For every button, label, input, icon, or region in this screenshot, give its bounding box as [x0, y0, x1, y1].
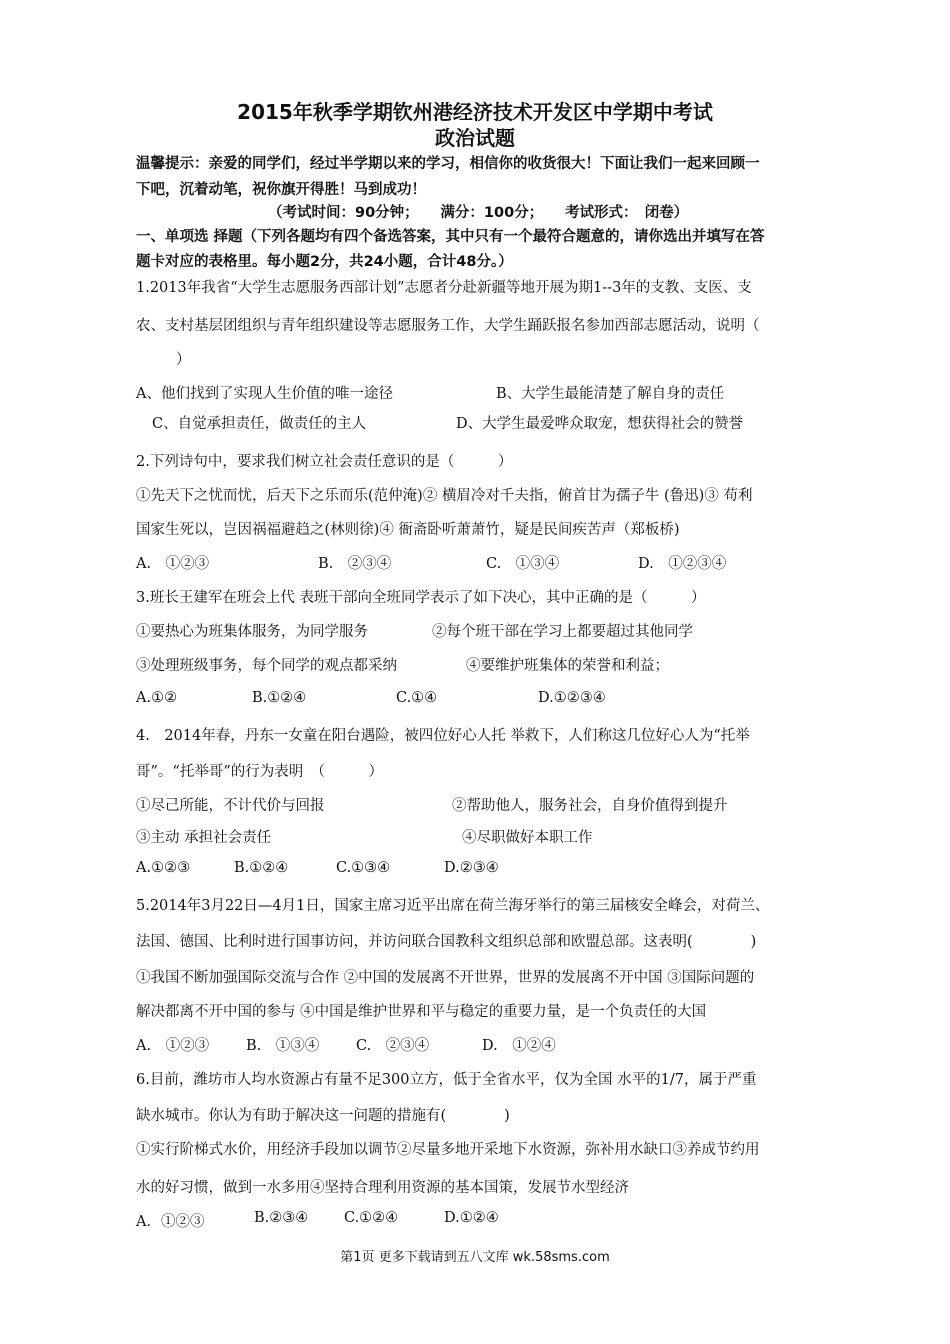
q2-option-b: B. ②③④ [318, 556, 392, 572]
q6-option-c: C.①②④ [344, 1210, 399, 1226]
q6-option-a: A．①②③ [136, 1214, 205, 1230]
q4-stem-line-2: 哥”。“托举哥”的行为表明 （ ） [136, 764, 383, 780]
q1-stem-line-2: 农、支村基层团组织与青年组织建设等志愿服务工作，大学生踊跃报名参加西部志愿活动，说明（ [136, 318, 760, 334]
exam-info: （考试时间：90分钟； 满分：100分； 考试形式： 闭卷） [268, 205, 689, 221]
q2-item-line-1: ①先天下之忧而忧，后天下之乐而乐(范仲淹)② 横眉冷对千夫指，俯首甘为孺子牛 (鲁迅)③ 苟利 [136, 488, 753, 504]
q5-option-d: D. ①②④ [482, 1038, 556, 1054]
q2-option-d: D. ①②③④ [638, 556, 727, 572]
q3-option-d: D.①②③④ [538, 690, 606, 706]
exam-title: 2015年秋季学期钦州港经济技术开发区中学期中考试 [237, 100, 713, 124]
section-heading-line-2: 题卡对应的表格里。每小题2分，共24小题，合计48分。） [136, 254, 513, 270]
q3-item-1: ①要热心为班集体服务，为同学服务 [136, 624, 368, 640]
q3-item-4: ④要维护班集体的荣誉和利益； [466, 658, 669, 674]
q6-stem-line-1: 6.目前，潍坊市人均水资源占有量不足300立方，低于全省水平，仅为全国 水平的1/7，属于严重 [136, 1072, 757, 1088]
q6-stem-line-2: 缺水城市。你认为有助于解决这一问题的措施有( ) [136, 1108, 510, 1124]
q1-option-c: C、自觉承担责任，做责任的主人 [152, 416, 367, 432]
q5-stem-line-2: 法国、德国、比利时进行国事访问，并访问联合国教科文组织总部和欧盟总部。这表明( ) [136, 934, 757, 950]
page-footer: 第1页 更多下载请到五八文库 wk.58sms.com [340, 1250, 610, 1265]
q1-stem-line-3: ） [176, 352, 191, 368]
q4-option-a: A.①②③ [136, 860, 191, 876]
q2-stem: 2.下列诗句中，要求我们树立社会责任意识的是（ ） [136, 454, 513, 470]
q3-stem: 3.班长王建军在班会上代 表班干部向全班同学表示了如下决心，其中正确的是（ ） [136, 590, 706, 606]
q6-option-d: D.①②④ [444, 1210, 499, 1226]
intro-line-2: 下吧，沉着动笔，祝你旗开得胜！马到成功！ [136, 182, 426, 198]
q4-stem-line-1: 4. 2014年春，丹东一女童在阳台遇险，被四位好心人托 举救下，人们称这几位好心人为“托举 [136, 728, 750, 744]
q4-item-3: ③主动 承担社会责任 [136, 830, 272, 846]
q5-option-a: A. ①②③ [136, 1038, 210, 1054]
q4-option-b: B.①②④ [234, 860, 289, 876]
q6-option-b: B.②③④ [254, 1210, 309, 1226]
q5-item-line-2: 解决都离不开中国的参与 ④中国是维护世界和平与稳定的重要力量，是一个负责任的大国 [136, 1004, 707, 1020]
q6-item-line-1: ①实行阶梯式水价，用经济手段加以调节②尽量多地开采地下水资源，弥补用水缺口③养成节约用 [136, 1142, 760, 1158]
section-heading-line-1: 一、单项选 择题（下列各题均有四个备选答案，其中只有一个最符合题意的，请你选出并填写在答 [136, 229, 765, 245]
q1-option-a: A、他们找到了实现人生价值的唯一途径 [136, 386, 393, 402]
q4-option-d: D.②③④ [444, 860, 499, 876]
q4-item-2: ②帮助他人，服务社会，自身价值得到提升 [452, 798, 728, 814]
exam-subtitle: 政治试题 [435, 126, 515, 150]
q4-item-1: ①尽己所能，不计代价与回报 [136, 798, 325, 814]
q1-option-d: D、大学生最爱哗众取宠，想获得社会的赞誉 [456, 416, 744, 432]
q4-item-4: ④尽职做好本职工作 [462, 830, 593, 846]
q6-item-line-2: 水的好习惯，做到一水多用④坚持合理利用资源的基本国策，发展节水型经济 [136, 1180, 629, 1196]
q1-option-b: B、大学生最能清楚了解自身的责任 [496, 386, 725, 402]
q5-option-b: B. ①③④ [246, 1038, 320, 1054]
q5-option-c: C. ②③④ [356, 1038, 430, 1054]
q3-item-2: ②每个班干部在学习上都要超过其他同学 [432, 624, 693, 640]
q5-stem-line-1: 5.2014年3月22日—4月1日，国家主席习近平出席在荷兰海牙举行的第三届核安全峰会，对荷兰、 [136, 898, 770, 914]
q3-item-3: ③处理班级事务，每个同学的观点都采纳 [136, 658, 397, 674]
q3-option-c: C.①④ [396, 690, 438, 706]
q2-item-line-2: 国家生死以，岂因祸福避趋之(林则徐)④ 衙斋卧听萧萧竹，疑是民间疾苦声（郑板桥) [136, 522, 680, 538]
intro-line-1: 温馨提示：亲爱的同学们，经过半学期以来的学习，相信你的收货很大！下面让我们一起来回顾一 [136, 156, 760, 172]
q3-option-b: B.①②④ [252, 690, 307, 706]
q2-option-c: C. ①③④ [486, 556, 560, 572]
q4-option-c: C.①③④ [336, 860, 391, 876]
q2-option-a: A. ①②③ [136, 556, 210, 572]
q5-item-line-1: ①我国不断加强国际交流与合作 ②中国的发展离不开世界，世界的发展离不开中国 ③国际问题的 [136, 970, 755, 986]
q3-option-a: A.①② [136, 690, 178, 706]
q1-stem-line-1: 1.2013年我省“大学生志愿服务西部计划”志愿者分赴新疆等地开展为期1--3年的支教、支医、支 [136, 280, 752, 296]
